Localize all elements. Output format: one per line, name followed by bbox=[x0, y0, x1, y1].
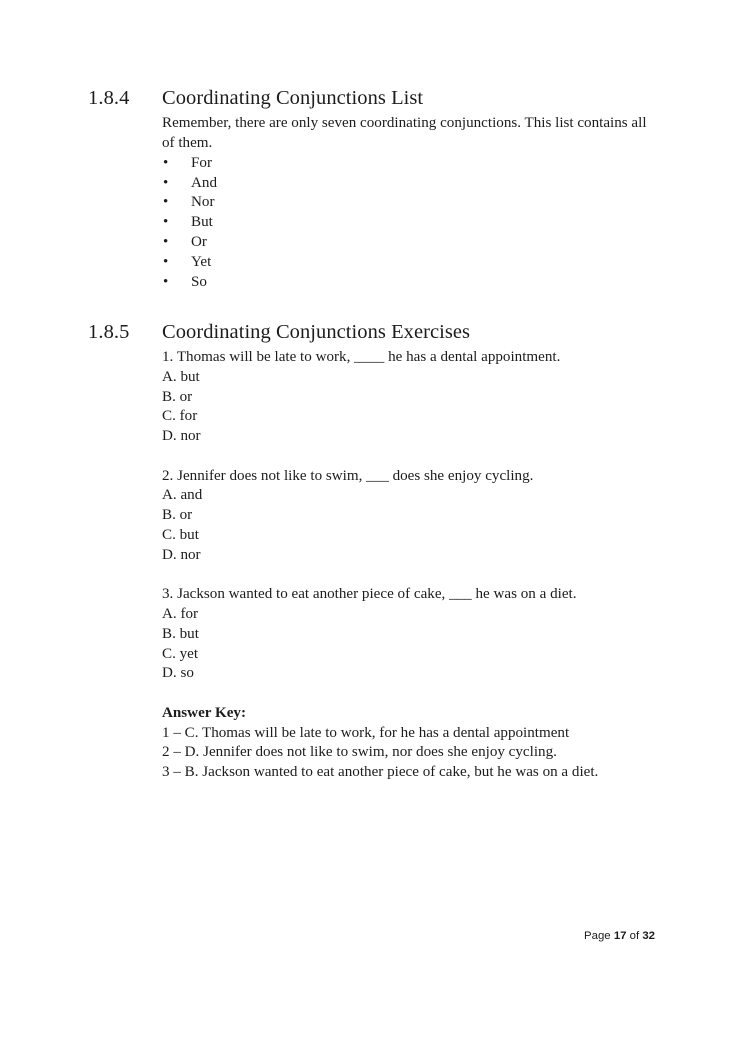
section-conjunctions-list bbox=[0, 86, 743, 293]
footer-middle-label: of bbox=[626, 930, 643, 942]
list-item-label: So bbox=[191, 274, 207, 291]
answer-choice: A. but bbox=[162, 368, 200, 385]
section-number: 1.8.4 bbox=[88, 87, 130, 109]
list-item bbox=[162, 233, 656, 253]
spacer bbox=[162, 566, 656, 586]
answer-choice: D. so bbox=[162, 665, 194, 682]
bullet-icon: • bbox=[163, 214, 169, 231]
answer-choice: D. nor bbox=[162, 428, 201, 445]
section-heading bbox=[0, 320, 743, 345]
answer-key-block bbox=[162, 704, 656, 783]
list-item bbox=[162, 273, 656, 293]
bullet-icon: • bbox=[163, 194, 169, 211]
bullet-icon: • bbox=[163, 234, 169, 251]
list-item bbox=[162, 213, 656, 233]
answer-choice: C. yet bbox=[162, 645, 199, 662]
section-body bbox=[162, 114, 656, 293]
list-item bbox=[162, 174, 656, 194]
footer-total-pages: 32 bbox=[642, 930, 655, 942]
section-body bbox=[162, 348, 656, 783]
list-item-label: Yet bbox=[191, 254, 212, 271]
answer-choice: A. for bbox=[162, 605, 199, 622]
list-item-label: Or bbox=[191, 234, 207, 251]
section-title: Coordinating Conjunctions List bbox=[162, 87, 424, 109]
answer-choice: A. and bbox=[162, 487, 203, 504]
intro-paragraph: Remember, there are only seven coordinating conjunctions. This list contains all of them. bbox=[162, 115, 647, 151]
exercise-question-1 bbox=[162, 348, 656, 447]
answer-key-item: 2 – D. Jennifer does not like to swim, nor does she enjoy cycling. bbox=[162, 744, 557, 761]
answer-choice: C. but bbox=[162, 526, 199, 543]
bullet-icon: • bbox=[163, 254, 169, 271]
spacer bbox=[162, 684, 656, 704]
list-item bbox=[162, 154, 656, 174]
answer-choice: C. for bbox=[162, 408, 198, 425]
answer-key-heading: Answer Key: bbox=[162, 704, 246, 721]
conjunctions-bullet-list bbox=[162, 154, 656, 293]
answer-choice: B. but bbox=[162, 625, 199, 642]
section-conjunctions-exercises bbox=[0, 320, 743, 783]
bullet-icon: • bbox=[163, 154, 169, 171]
bullet-icon: • bbox=[163, 274, 169, 291]
page-footer bbox=[0, 929, 655, 943]
question-prompt: 1. Thomas will be late to work, ____ he has a dental appointment. bbox=[162, 349, 561, 365]
list-item-label: Nor bbox=[191, 194, 215, 211]
footer-prefix-label: Page bbox=[584, 930, 614, 942]
list-item bbox=[162, 253, 656, 273]
answer-choice: D. nor bbox=[162, 546, 201, 563]
section-title: Coordinating Conjunctions Exercises bbox=[162, 321, 471, 343]
answer-choice: B. or bbox=[162, 507, 193, 524]
list-item-label: And bbox=[191, 174, 217, 191]
spacer bbox=[162, 447, 656, 467]
question-prompt: 3. Jackson wanted to eat another piece of cake, ___ he was on a diet. bbox=[162, 586, 577, 603]
answer-key-item: 3 – B. Jackson wanted to eat another piece of cake, but he was on a diet. bbox=[162, 764, 599, 781]
question-prompt: 2. Jennifer does not like to swim, ___ does she enjoy cycling. bbox=[162, 467, 534, 484]
list-item bbox=[162, 193, 656, 213]
section-heading bbox=[0, 86, 743, 111]
exercise-question-3 bbox=[162, 585, 656, 684]
bullet-icon: • bbox=[163, 174, 169, 191]
footer-current-page: 17 bbox=[613, 930, 627, 942]
list-item-label: But bbox=[191, 214, 213, 231]
answer-choice: B. or bbox=[162, 388, 193, 405]
section-number: 1.8.5 bbox=[88, 321, 130, 343]
answer-key-item: 1 – C. Thomas will be late to work, for he has a dental appointment bbox=[162, 724, 570, 741]
list-item-label: For bbox=[191, 154, 212, 171]
exercise-question-2 bbox=[162, 467, 656, 566]
